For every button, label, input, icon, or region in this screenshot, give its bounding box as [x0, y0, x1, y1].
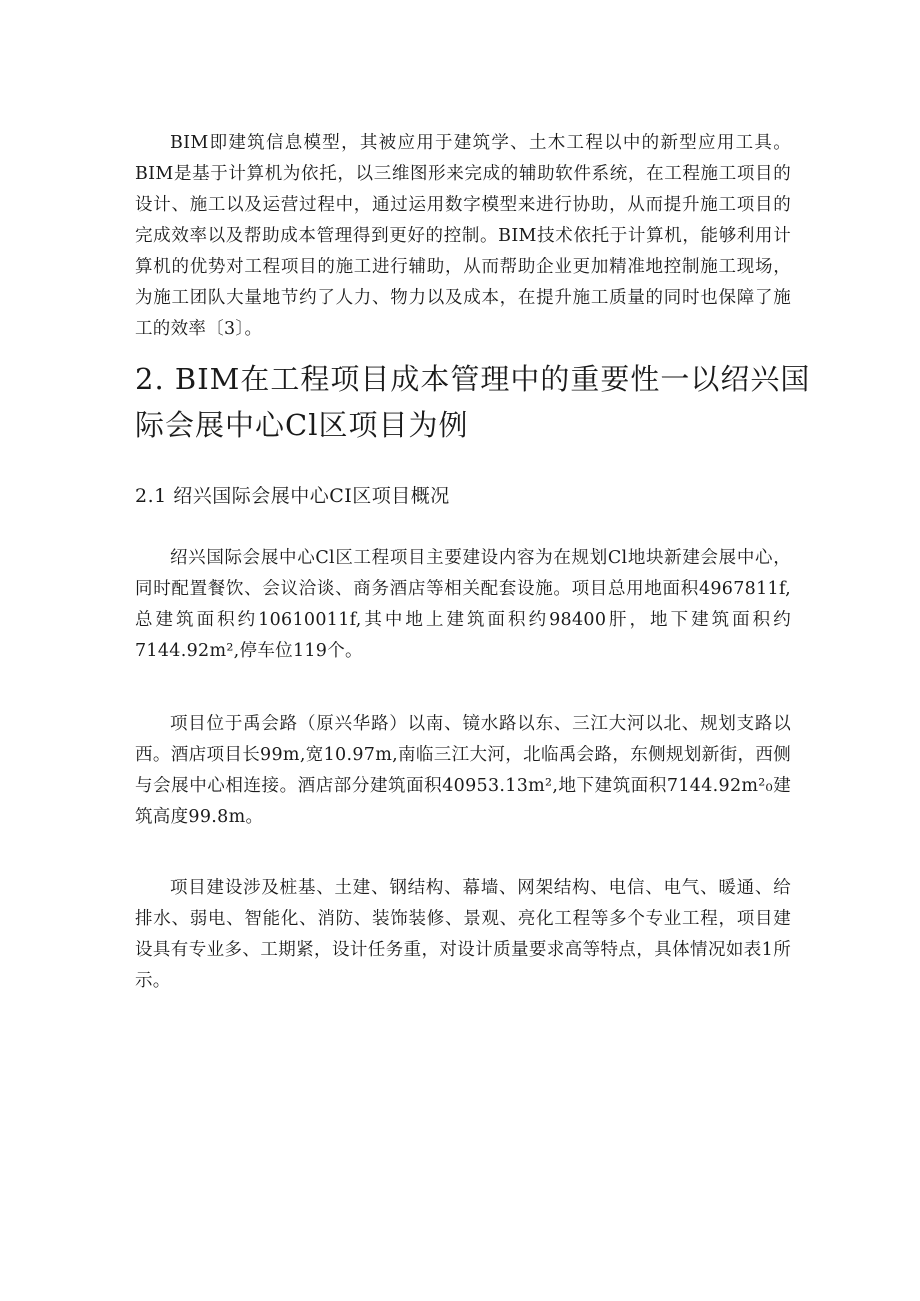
overview-paragraph-2: 项目位于禹会路（原兴华路）以南、镜水路以东、三江大河以北、规划支路以西。酒店项目长99m,宽10.97m,南临三江大河，北临禹会路，东侧规划新街，西侧与会展中心相连接。酒店部分建筑面积40953.13m²,地下建筑面积7144.92m²₀建筑高度99.8m。 — [135, 714, 791, 827]
subsection-heading: 2.1 绍兴国际会展中心CI区项目概况 — [135, 485, 450, 507]
overview-paragraph-1: 绍兴国际会展中心Cl区工程项目主要建设内容为在规划Cl地块新建会展中心，同时配置餐饮、会议洽谈、商务酒店等相关配套设施。项目总用地面积4967811f,总建筑面积约10610011f,其中地上建筑面积约98400肝，地下建筑面积约7144.92m²,停车位119个。 — [135, 548, 791, 661]
overview-paragraph-3: 项目建设涉及桩基、土建、钢结构、幕墙、网架结构、电信、电气、暖通、给排水、弱电、智能化、消防、装饰装修、景观、亮化工程等多个专业工程，项目建设具有专业多、工期紧，设计任务重，对设计质量要求高等特点，具体情况如表1所示。 — [135, 878, 791, 991]
section-heading: 2. BIM在工程项目成本管理中的重要性一以绍兴国际会展中心Cl区项目为例 — [135, 362, 811, 442]
intro-paragraph: BIM即建筑信息模型，其被应用于建筑学、土木工程以中的新型应用工具。BIM是基于计算机为依托，以三维图形来完成的辅助软件系统，在工程施工项目的设计、施工以及运营过程中，通过运用数字模型来进行协助，从而提升施工项目的完成效率以及帮助成本管理得到更好的控制。BIM技术依托于计算机，能够利用计算机的优势对工程项目的施工进行辅助，从而帮助企业更加精准地控制施工现场，为施工团队大量地节约了人力、物力以及成本，在提升施工质量的同时也保障了施工的效率〔3〕。 — [135, 133, 791, 339]
